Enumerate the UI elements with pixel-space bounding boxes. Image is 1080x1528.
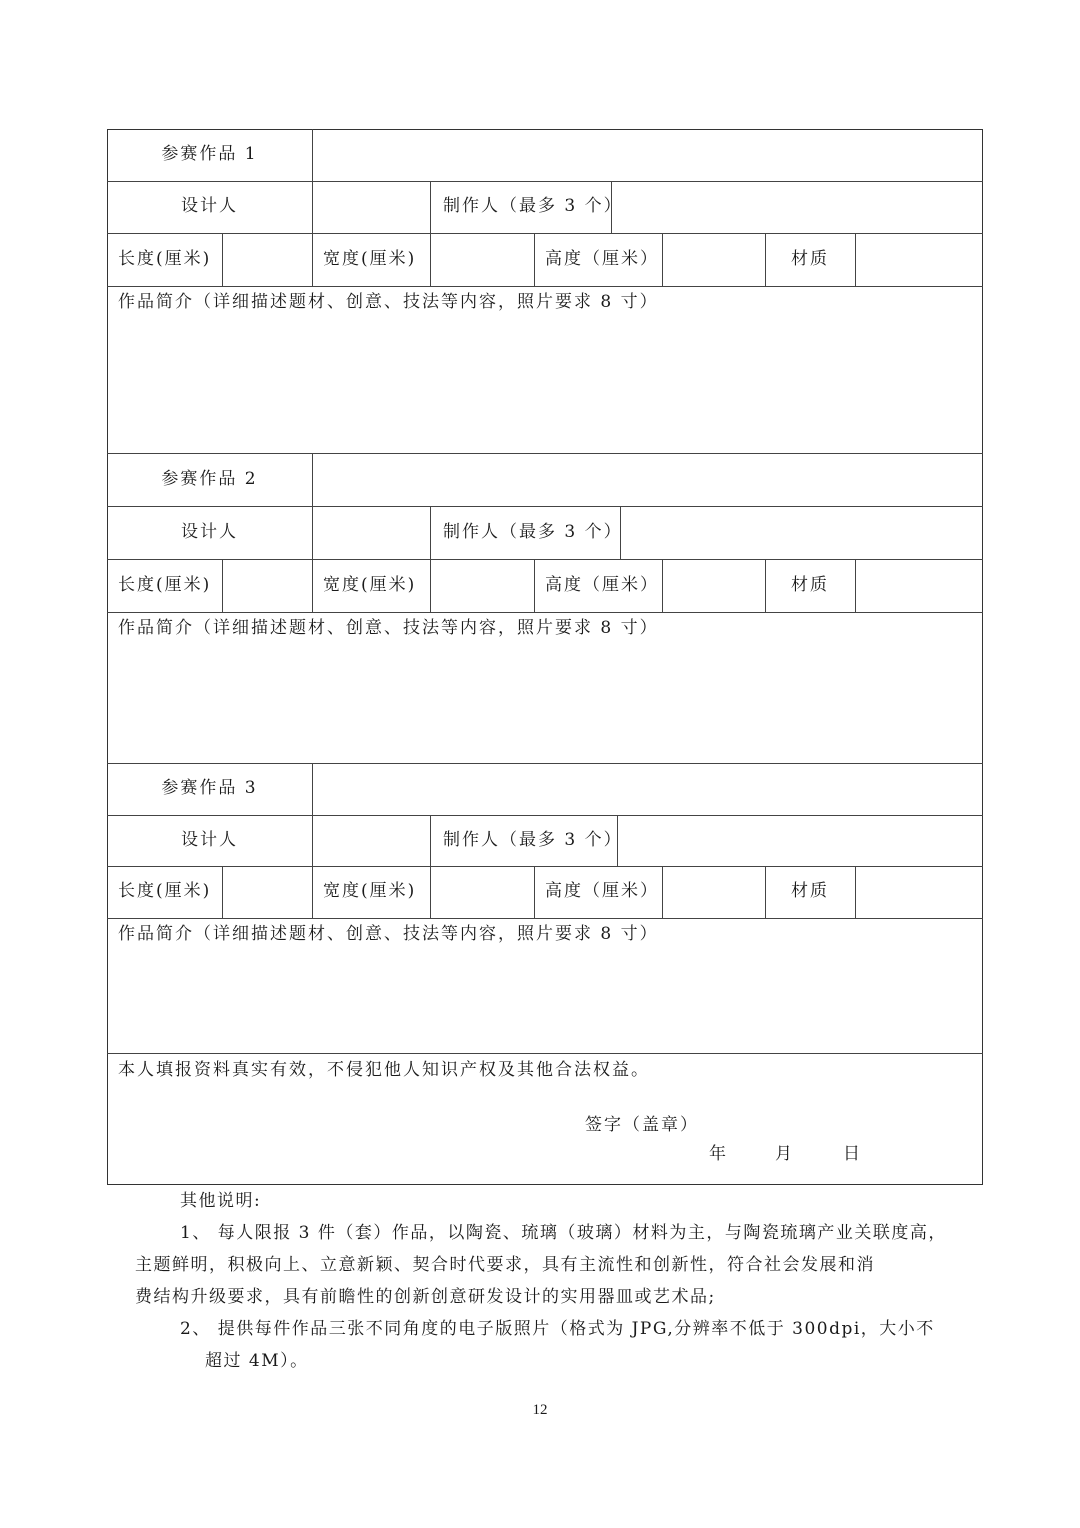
- entry-2-length-label: 长度(厘米): [118, 575, 212, 595]
- entry-2-column-divider: [222, 559, 223, 612]
- entry-3-width-label: 宽度(厘米): [323, 881, 417, 901]
- entry-1-column-divider: [222, 233, 223, 286]
- entry-3-material-label: 材质: [791, 881, 829, 901]
- entry-2-column-divider: [855, 559, 856, 612]
- entry-1-length-label: 长度(厘米): [118, 249, 212, 269]
- entry-2-column-divider: [662, 559, 663, 612]
- entry-1-material-label: 材质: [791, 249, 829, 269]
- entry-1-column-divider: [430, 181, 431, 286]
- entry-3-column-divider: [430, 815, 431, 918]
- entry-1-width-label: 宽度(厘米): [323, 249, 417, 269]
- entry-2-maker-label: 制作人（最多 3 个）: [443, 522, 623, 542]
- date-month-label: 月: [775, 1144, 794, 1164]
- entry-1-intro-label: 作品简介（详细描述题材、创意、技法等内容，照片要求 8 寸）: [118, 292, 659, 312]
- entry-1-column-divider: [855, 233, 856, 286]
- notes-item1-line3: 费结构升级要求，具有前瞻性的创新创意研发设计的实用器皿或艺术品;: [135, 1287, 716, 1307]
- entry-3-column-divider: [662, 866, 663, 918]
- entry-2-designer-label: 设计人: [181, 522, 238, 542]
- entry-3-height-label: 高度（厘米）: [545, 881, 659, 901]
- entry-1-column-divider: [534, 233, 535, 286]
- entry-2-top-border: [107, 453, 983, 454]
- entry-2-row-divider: [107, 506, 983, 507]
- entry-1-designer-label: 设计人: [181, 196, 238, 216]
- entry-3-maker-label: 制作人（最多 3 个）: [443, 830, 623, 850]
- application-form-table: [107, 129, 983, 1185]
- notes-item1-line2: 主题鲜明，积极向上、立意新颖、契合时代要求，具有主流性和创新性，符合社会发展和消: [135, 1255, 875, 1275]
- entry-3-column-divider: [534, 866, 535, 918]
- entry-2-column-divider: [534, 559, 535, 612]
- entry-2-row-divider: [107, 612, 983, 613]
- entry-2-material-label: 材质: [791, 575, 829, 595]
- signature-label: 签字（盖章）: [585, 1115, 699, 1135]
- entry-1-height-label: 高度（厘米）: [545, 249, 659, 269]
- entry-3-length-label: 长度(厘米): [118, 881, 212, 901]
- notes-item2-line2: 超过 4M）。: [205, 1351, 309, 1371]
- entry-2-row-divider: [107, 559, 983, 560]
- entry-3-title: 参赛作品 3: [161, 778, 258, 798]
- entry-2-column-divider: [312, 453, 313, 559]
- entry-3-column-divider: [222, 866, 223, 918]
- entry-2-width-label: 宽度(厘米): [323, 575, 417, 595]
- entry-3-column-divider: [312, 763, 313, 866]
- entry-3-row-divider: [107, 866, 983, 867]
- entry-2-column-divider: [430, 506, 431, 612]
- entry-3-designer-label: 设计人: [181, 830, 238, 850]
- entry-1-column-divider: [662, 233, 663, 286]
- notes-item2-line1: 2、 提供每件作品三张不同角度的电子版照片（格式为 JPG,分辨率不低于 300dpi，大小不: [180, 1319, 935, 1339]
- date-day-label: 日: [843, 1144, 862, 1164]
- entry-2-intro-label: 作品简介（详细描述题材、创意、技法等内容，照片要求 8 寸）: [118, 618, 659, 638]
- entry-1-maker-label: 制作人（最多 3 个）: [443, 196, 623, 216]
- entry-2-title: 参赛作品 2: [161, 469, 258, 489]
- entry-1-column-divider: [312, 129, 313, 233]
- notes-heading: 其他说明:: [180, 1191, 262, 1211]
- entry-3-intro-label: 作品简介（详细描述题材、创意、技法等内容，照片要求 8 寸）: [118, 924, 659, 944]
- date-year-label: 年: [709, 1144, 728, 1164]
- page-number: 12: [532, 1402, 548, 1418]
- entry-1-row-divider: [107, 233, 983, 234]
- declaration-statement: 本人填报资料真实有效，不侵犯他人知识产权及其他合法权益。: [118, 1060, 650, 1080]
- entry-2-column-divider: [312, 559, 313, 612]
- entry-1-title: 参赛作品 1: [161, 144, 258, 164]
- entry-1-row-divider: [107, 181, 983, 182]
- declaration-divider: [107, 1053, 983, 1054]
- entry-3-row-divider: [107, 815, 983, 816]
- entry-1-row-divider: [107, 286, 983, 287]
- entry-3-column-divider: [855, 866, 856, 918]
- entry-1-column-divider: [312, 233, 313, 286]
- entry-2-height-label: 高度（厘米）: [545, 575, 659, 595]
- entry-3-top-border: [107, 763, 983, 764]
- notes-item1-line1: 1、 每人限报 3 件（套）作品，以陶瓷、琉璃（玻璃）材料为主，与陶瓷琉璃产业关联度高，: [180, 1223, 947, 1243]
- entry-3-row-divider: [107, 918, 983, 919]
- entry-3-column-divider: [312, 866, 313, 918]
